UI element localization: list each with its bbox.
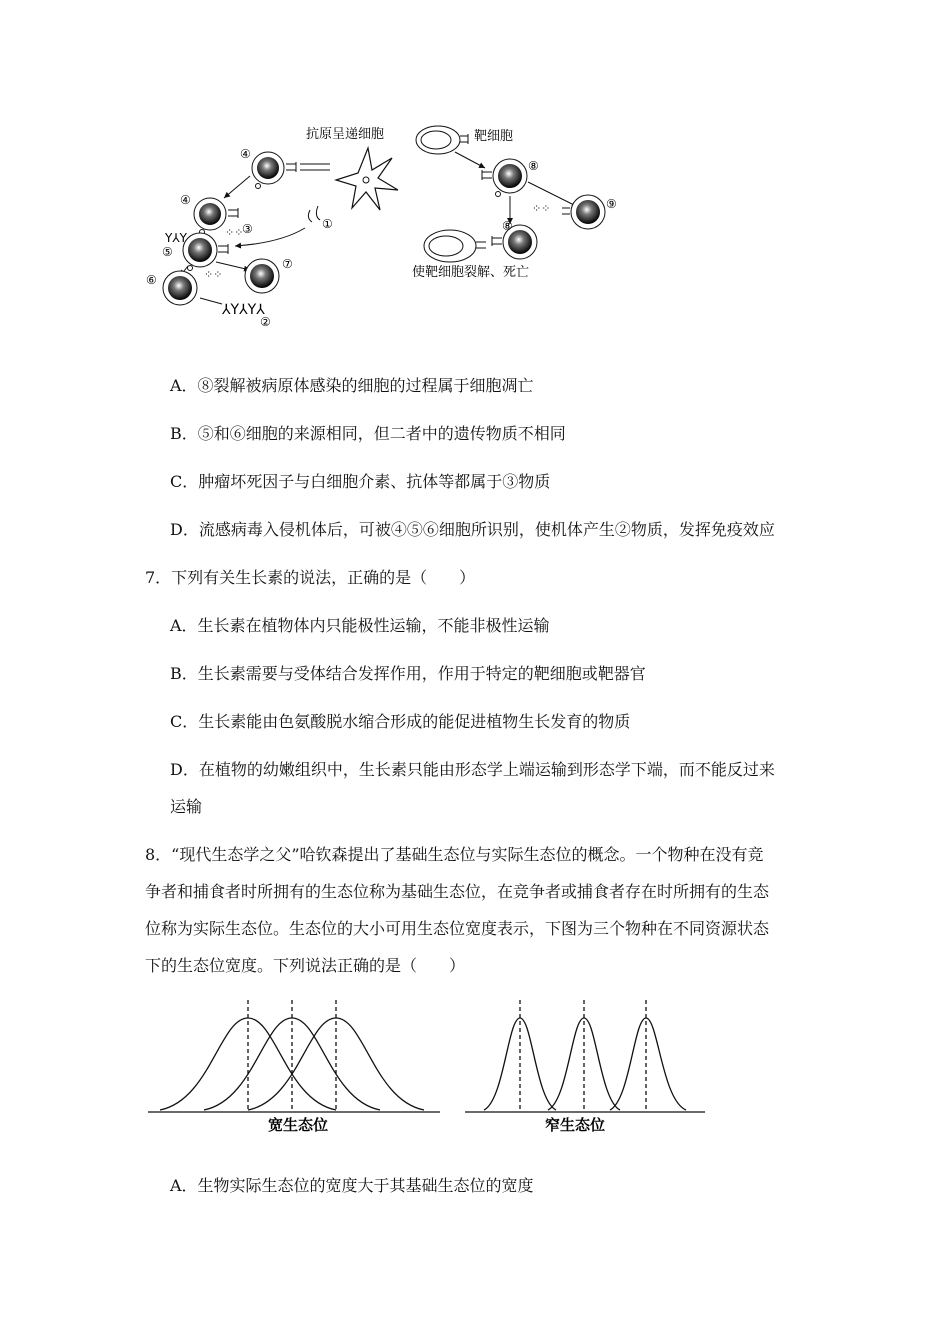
apc-cell bbox=[336, 148, 398, 210]
immune-diagram bbox=[140, 118, 660, 333]
cell-5 bbox=[183, 233, 228, 271]
label-n4-mid: ④ bbox=[180, 193, 191, 207]
label-n2: ② bbox=[260, 315, 271, 329]
label-n4-top: ④ bbox=[240, 147, 251, 161]
q8-stem-line-1: 8．“现代生态学之父”哈钦森提出了基础生态位与实际生态位的概念。一个物种在没有竞 bbox=[145, 845, 764, 864]
q8-option-a: A．生物实际生态位的宽度大于其基础生态位的宽度 bbox=[170, 1176, 534, 1195]
cell-7 bbox=[245, 259, 279, 293]
q7-option-d: D．在植物的幼嫩组织中，生长素只能由形态学上端运输到形态学下端，而不能反过来 bbox=[170, 760, 775, 779]
label-n9: ⑨ bbox=[606, 197, 617, 211]
q6-option-c: C．肿瘤坏死因子与白细胞介素、抗体等都属于③物质 bbox=[170, 472, 551, 491]
narrow-curve-3 bbox=[610, 1018, 686, 1110]
apc-label: 抗原呈递细胞 bbox=[306, 127, 385, 142]
wide-niche-label: 宽生态位 bbox=[268, 1116, 329, 1134]
label-n3: ③ bbox=[242, 222, 253, 236]
dots-9: ⁘⁘ bbox=[532, 202, 551, 215]
cell-6 bbox=[163, 271, 197, 305]
q7-stem: 7．下列有关生长素的说法，正确的是（ ） bbox=[145, 568, 476, 587]
label-n6: ⑥ bbox=[146, 273, 157, 287]
q8-stem-line-2: 争者和捕食者时所拥有的生态位称为基础生态位，在竞争者或捕食者存在时所拥有的生态 bbox=[145, 882, 770, 901]
wide-niche-plot bbox=[148, 1000, 440, 1112]
target-cell bbox=[416, 126, 468, 154]
q7-option-a: A．生长素在植物体内只能极性运输，不能非极性运输 bbox=[170, 616, 550, 635]
target-label: 靶细胞 bbox=[474, 129, 514, 144]
q7-option-d-cont: 运输 bbox=[170, 797, 203, 816]
q6-option-d: D．流感病毒入侵机体后，可被④⑤⑥细胞所识别，使机体产生②物质，发挥免疫效应 bbox=[170, 520, 775, 539]
antibodies-2: ⅄Y⅄Y⅄ bbox=[222, 302, 265, 318]
cell-8-top bbox=[482, 159, 527, 197]
label-n7: ⑦ bbox=[282, 257, 293, 271]
narrow-niche-plot bbox=[465, 1000, 705, 1112]
label-n1: ① bbox=[322, 217, 333, 231]
label-n5: ⑤ bbox=[162, 245, 173, 259]
antibody-marks: Y⅄Y bbox=[165, 231, 187, 245]
label-n8-bottom: ⑧ bbox=[502, 219, 513, 233]
q8-stem-line-4: 下的生态位宽度。下列说法正确的是（ ） bbox=[145, 956, 466, 975]
label-n8-top: ⑧ bbox=[528, 159, 539, 173]
cell-8-bottom bbox=[424, 225, 537, 262]
niche-width-figure bbox=[140, 990, 720, 1140]
dots-3: ⁘⁘ bbox=[225, 226, 244, 239]
q6-option-a: A．⑧裂解被病原体感染的细胞的过程属于细胞凋亡 bbox=[170, 376, 534, 395]
cell-9 bbox=[562, 195, 605, 229]
narrow-niche-label: 窄生态位 bbox=[545, 1116, 606, 1134]
q6-option-b: B．⑤和⑥细胞的来源相同，但二者中的遗传物质不相同 bbox=[170, 424, 566, 443]
cell-4-top bbox=[252, 152, 330, 189]
q7-option-b: B．生长素需要与受体结合发挥作用，作用于特定的靶细胞或靶器官 bbox=[170, 664, 646, 683]
lysis-label: 使靶细胞裂解、死亡 bbox=[412, 265, 530, 280]
q7-option-c: C．生长素能由色氨酸脱水缩合形成的能促进植物生长发育的物质 bbox=[170, 712, 631, 731]
q8-stem-line-3: 位称为实际生态位。生态位的大小可用生态位宽度表示，下图为三个物种在不同资源状态 bbox=[145, 919, 770, 938]
dots-mid: ⁘⁘ bbox=[204, 268, 223, 281]
